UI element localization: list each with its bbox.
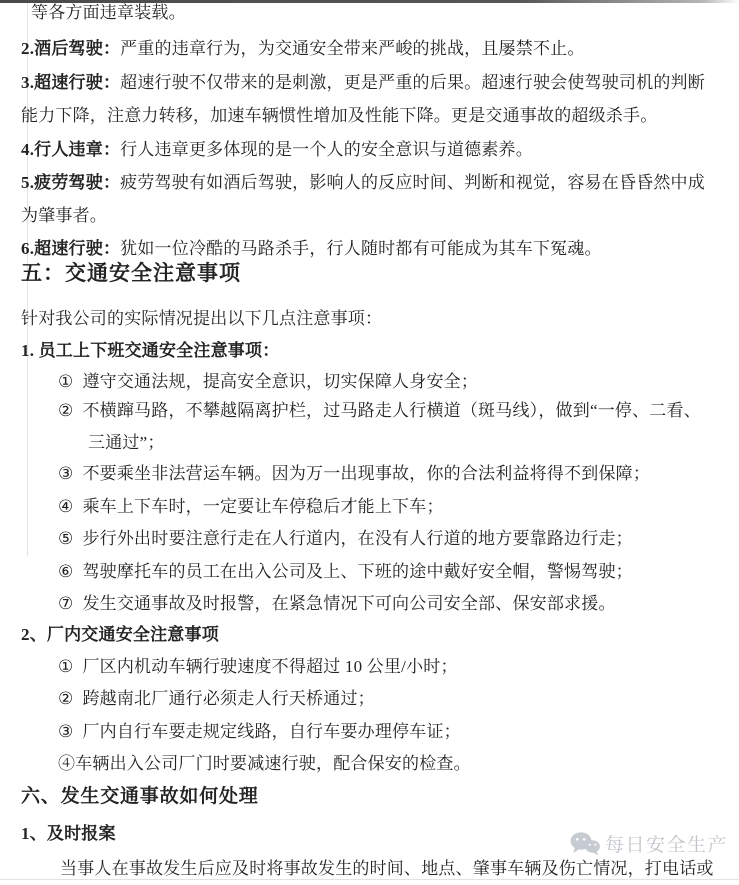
list-item-text: 步行外出时要注意行走在人行道内，在没有人行道的地方要靠路边行走； — [82, 529, 633, 548]
list-item-text: 不横蹿马路，不攀越隔离护栏，过马路走人行横道（斑马线），做到“一停、二看、 — [82, 401, 701, 420]
list-item-text: 乘车上下车时，一定要让车停稳后才能上下车； — [82, 497, 444, 516]
factory-list-item-1 — [58, 656, 458, 678]
list-item-text: 不要乘坐非法营运车辆。因为万一出现事故，你的合法利益将得不到保障； — [82, 464, 651, 483]
violation-label: 5.疲劳驾驶： — [21, 173, 121, 192]
circled-number-marker: ⑤ — [58, 529, 74, 548]
list-item-text: 厂内自行车要走规定线路，自行车要办理停车证； — [82, 722, 461, 741]
report-subsection-heading: 1、及时报案 — [21, 824, 116, 843]
list-item-text: 遵守交通法规，提高安全意识，切实保障人身安全； — [82, 372, 479, 391]
factory-subsection-heading: 2、厂内交通安全注意事项 — [21, 625, 219, 644]
commute-list-item-2-line-2: 三通过”； — [88, 433, 165, 452]
violation-text: 行人违章更多体现的是一个人的安全意识与道德素养。 — [120, 140, 533, 159]
circled-number-marker: ④ — [58, 754, 76, 773]
violation-item-5-line-2: 为肇事者。 — [21, 206, 107, 225]
circled-number-marker: ④ — [58, 497, 74, 516]
wechat-logo-icon — [569, 831, 601, 856]
circled-number-marker: ① — [58, 657, 74, 676]
circled-number-marker: ⑦ — [58, 594, 74, 613]
commute-list-item-1 — [58, 371, 478, 393]
circled-number-marker: ② — [58, 689, 74, 708]
commute-list-item-3 — [58, 463, 650, 485]
factory-list-item-3 — [58, 721, 461, 743]
violation-text: 疲劳驾驶有如酒后驾驶，影响人的反应时间、判断和视觉，容易在昏昏然中成 — [120, 173, 705, 192]
circled-number-marker: ② — [58, 401, 74, 420]
circled-number-marker: ⑥ — [58, 562, 74, 581]
circled-number-marker: ① — [58, 372, 74, 391]
list-item-text: 跨越南北厂通行必须走人行天桥通过； — [82, 689, 375, 708]
violation-item-2 — [21, 38, 585, 60]
violation-label: 6.超速行驶： — [21, 239, 121, 258]
factory-list-item-4 — [58, 753, 471, 775]
list-item-text: 驾驶摩托车的员工在出入公司及上、下班的途中戴好安全帽，警惕驾驶； — [82, 562, 633, 581]
violation-item-3-line-1 — [21, 72, 705, 94]
section-five-heading: 五：交通安全注意事项 — [21, 261, 241, 285]
violation-text: 严重的违章行为，为交通安全带来严峻的挑战，且屡禁不止。 — [120, 39, 585, 58]
violation-item-4 — [21, 139, 533, 161]
violation-item-5-line-1 — [21, 172, 705, 194]
paragraph-leading-line: 等各方面违章装载。 — [31, 3, 186, 22]
commute-list-item-4 — [58, 496, 444, 518]
factory-list-item-2 — [58, 688, 375, 710]
circled-number-marker: ③ — [58, 464, 74, 483]
list-item-text: 车辆出入公司厂门时要减速行驶，配合保安的检查。 — [75, 754, 471, 773]
report-body-line: 当事人在事故发生后应及时将事故发生的时间、地点、肇事车辆及伤亡情况，打电话或 — [60, 859, 714, 878]
watermark-text: 每日安全生产 — [605, 835, 729, 856]
violation-item-6 — [21, 238, 602, 260]
commute-list-item-5 — [58, 528, 633, 550]
violation-label: 2.酒后驾驶： — [21, 39, 121, 58]
circled-number-marker: ③ — [58, 722, 74, 741]
commute-subsection-heading: 1. 员工上下班交通安全注意事项： — [21, 341, 280, 360]
page-bottom-border — [0, 879, 739, 880]
list-item-text: 发生交通事故及时报警，在紧急情况下可向公司安全部、保安部求援。 — [82, 594, 616, 613]
violation-text: 犹如一位冷酷的马路杀手，行人随时都有可能成为其车下冤魂。 — [120, 239, 602, 258]
violation-text: 超速行驶不仅带来的是刺激，更是严重的后果。超速行驶会使驾驶司机的判断 — [120, 73, 705, 92]
violation-item-3-line-2: 能力下降，注意力转移，加速车辆惯性增加及性能下降。更是交通事故的超级杀手。 — [21, 106, 658, 125]
commute-list-item-7 — [58, 593, 616, 615]
commute-list-item-2-line-1 — [58, 400, 701, 422]
commute-list-item-6 — [58, 561, 633, 583]
watermark — [569, 830, 728, 857]
violation-label: 4.行人违章： — [21, 140, 121, 159]
violation-label: 3.超速行驶： — [21, 73, 121, 92]
list-item-text: 厂区内机动车辆行驶速度不得超过 10 公里/小时； — [82, 657, 458, 676]
section-six-heading: 六、发生交通事故如何处理 — [21, 786, 259, 807]
section-five-intro: 针对我公司的实际情况提出以下几点注意事项： — [21, 309, 383, 328]
